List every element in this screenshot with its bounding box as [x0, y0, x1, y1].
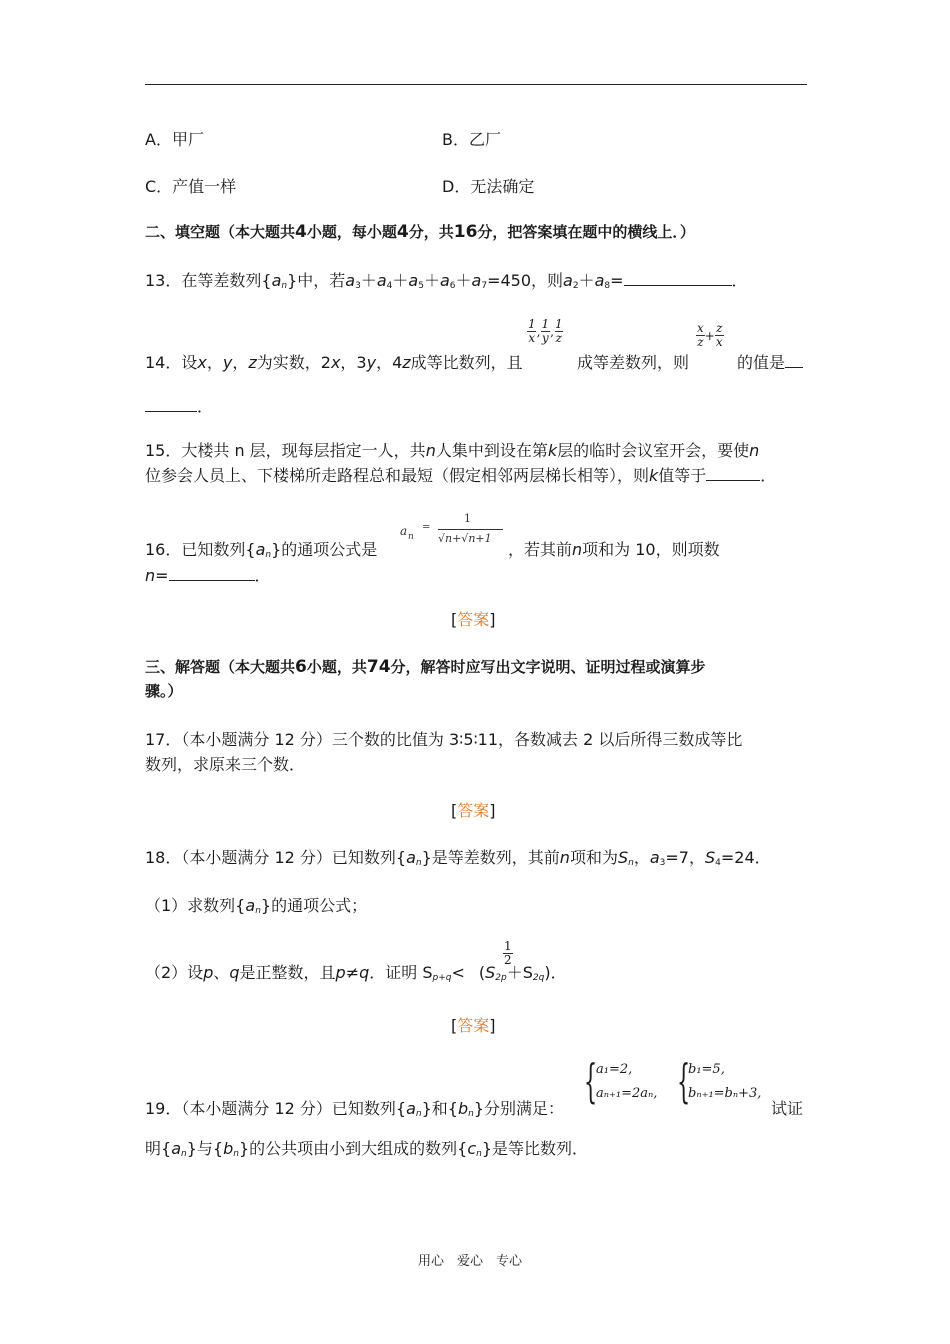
question-19-line1: 19．（本小题满分 12 分）已知数列$\{a_n\}$和$\{b_n\}$分别满足：	[145, 1099, 565, 1119]
q16-formula: a n = 1 √n+√n+1	[400, 512, 510, 552]
question-15-line2: 位参会人员上、下楼梯所走路程总和最短（假定相邻两层梯长相等），则k值等于 ．	[145, 466, 777, 485]
answer-blank	[624, 271, 732, 286]
option-b: B．乙厂	[442, 130, 501, 149]
question-19-line1-end: 试证	[771, 1099, 804, 1118]
system1-brace: {	[584, 1054, 598, 1108]
question-16-line2: n= ．	[145, 566, 271, 585]
section3-heading-line1: 三、解答题（本大题共6小题，共74分，解答时应写出文字说明、证明过程或演算步	[145, 657, 706, 677]
q14-fraction-reciprocals: $\frac{1}{x}$ , $\frac{1}{y}$ , $\frac{1}{z}$	[528, 317, 563, 345]
q14-text-end: 的值是	[737, 350, 803, 373]
question-18-part2: （2）设p、q是正整数，且p≠q．证明 $S_{p+q}< (S_{2p}+S_{2q})$．	[145, 963, 567, 983]
system2-brace: {	[677, 1054, 691, 1108]
question-18: 18．（本小题满分 12 分）已知数列$\{a_n\}$是等差数列，其前n项和为$S_n$，$a_3=7$，$S_4=24$．	[145, 848, 771, 868]
answer-link-17[interactable]: [答案]	[451, 801, 496, 820]
q14-text-cont: 成等差数列，则	[577, 353, 690, 372]
system2: b₁=5, bₙ₊₁=bₙ+3,	[688, 1062, 762, 1101]
question-19-line2: 明$\{a_n\}$与$\{b_n\}$的公共项由小到大组成的数列$\{c_n\}$是等比数列．	[145, 1139, 589, 1159]
page-footer: 用心 爱心 专心	[418, 1254, 523, 1269]
q18-half-fraction: $\frac{1}{2}$	[504, 939, 512, 967]
question-18-part1: （1）求数列$\{a_n\}$的通项公式；	[145, 896, 368, 916]
option-c: C．产值一样	[145, 177, 237, 196]
option-d: D．无法确定	[442, 177, 535, 196]
option-a: A．甲厂	[145, 130, 204, 149]
system1: a₁=2, aₙ₊₁=2aₙ,	[596, 1062, 658, 1101]
question-13: 13．在等差数列$\{a_n\}$中，若$a_3+a_4+a_5+a_6+a_7=450$，则$a_2+a_8=$ ．	[145, 271, 748, 291]
question-14: 14．设x，y，z为实数，2x，3y，4z成等比数列，且	[145, 353, 523, 372]
question-16-line1-end: ，若其前n项和为 10，则项数	[508, 540, 720, 559]
section3-heading-line2: 骤。）	[145, 682, 183, 700]
answer-link-16[interactable]: [答案]	[451, 610, 496, 629]
q14-line2: ．	[145, 394, 213, 417]
question-16-line1: 16．已知数列$\{a_n\}$的通项公式是	[145, 540, 378, 560]
question-15-line1: 15．大楼共 n 层，现每层指定一人，共n人集中到设在第k层的临时会议室开会，要使n	[145, 441, 760, 460]
question-17-line2: 数列，求原来三个数．	[145, 755, 306, 774]
q14-fraction-sum: $\frac{x}{z}$ + $\frac{z}{x}$	[697, 321, 723, 349]
question-17-line1: 17．（本小题满分 12 分）三个数的比值为 3∶5∶11，各数减去 2 以后所得三数成等比	[145, 730, 743, 749]
header-rule	[145, 84, 807, 85]
section2-heading: 二、填空题（本大题共4小题，每小题4分，共16分，把答案填在题中的横线上．）	[145, 222, 695, 242]
answer-link-18[interactable]: [答案]	[451, 1016, 496, 1035]
